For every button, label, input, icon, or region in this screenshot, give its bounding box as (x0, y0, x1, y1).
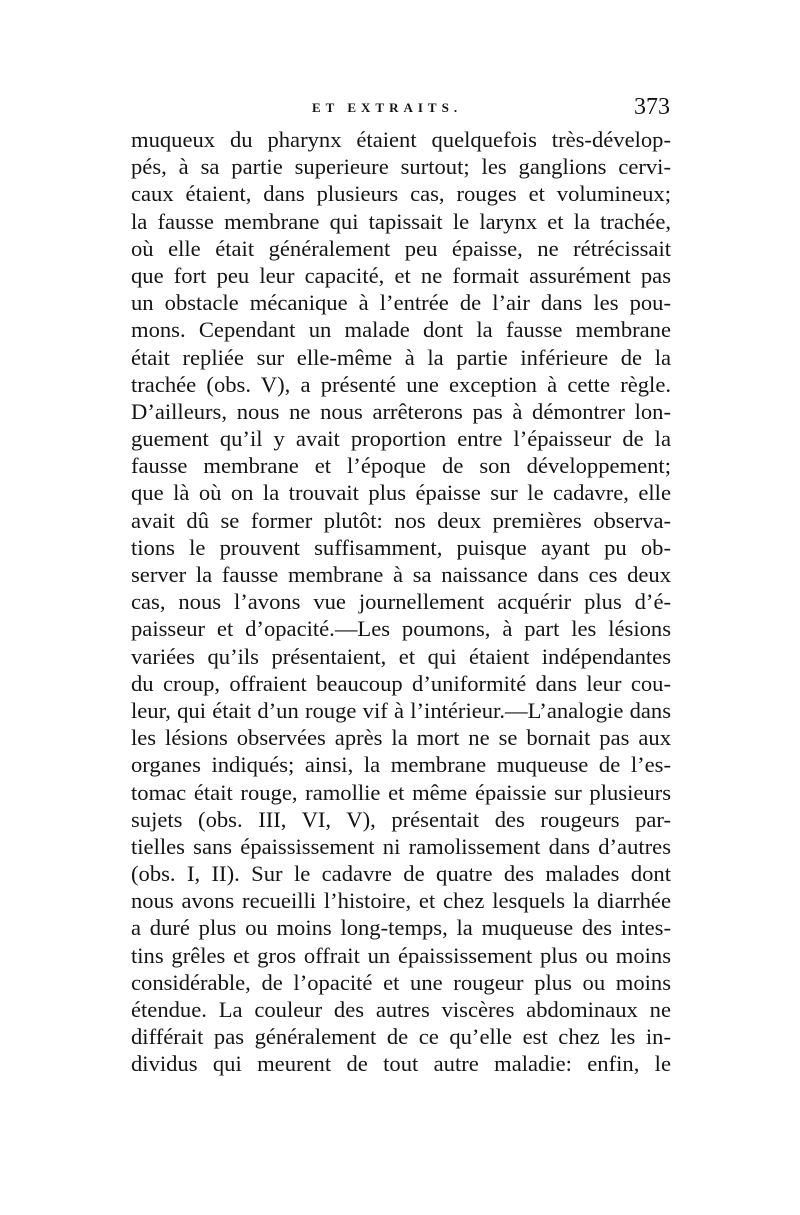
text-line: (obs. I, II). Sur le cadavre de quatre des malades dont (131, 861, 671, 887)
text-line: différait pas généralement de ce qu’elle est chez les in- (131, 1024, 671, 1050)
text-line: mons. Cependant un malade dont la fausse membrane (131, 317, 671, 343)
text-line: trachée (obs. V), a présenté une exception à cette règle. (131, 371, 671, 397)
text-line: tielles sans épaississement ni ramolissement dans d’autres (131, 833, 671, 859)
text-line: la fausse membrane qui tapissait le larynx et la trachée, (131, 208, 671, 234)
text-line: tins grêles et gros offrait un épaississement plus ou moins (131, 942, 671, 968)
text-line: que fort peu leur capacité, et ne formait assurément pas (131, 262, 671, 288)
text-line: muqueux du pharynx étaient quelquefois très-dévelop- (131, 127, 671, 152)
text-line: pés, à sa partie superieure surtout; les ganglions cervi- (131, 154, 671, 180)
text-line: que là où on la trouvait plus épaisse sur le cadavre, elle (131, 480, 671, 506)
text-line: paisseur et d’opacité.—Les poumons, à part les lésions (131, 616, 671, 642)
text-line: variées qu’ils présentaient, et qui étaient indépendantes (131, 643, 671, 669)
text-line: étendue. La couleur des autres viscères abdominaux ne (131, 997, 671, 1022)
text-line: tomac était rouge, ramollie et même épaissie sur plusieurs (131, 779, 671, 805)
running-title: ET EXTRAITS. (312, 100, 463, 115)
text-line: un obstacle mécanique à l’entrée de l’air dans les pou- (131, 290, 671, 316)
text-line: fausse membrane et l’époque de son développement; (131, 453, 671, 479)
text-line: server la fausse membrane à sa naissance dans ces deux (131, 562, 671, 587)
body-text (131, 126, 671, 1078)
text-line: du croup, offraient beaucoup d’uniformité dans leur cou- (131, 670, 671, 696)
running-head (130, 94, 670, 128)
page-number: 373 (634, 94, 670, 120)
text-line: les lésions observées après la mort ne se bornait pas aux (131, 725, 671, 751)
text-line: a duré plus ou moins long-temps, la muqueuse des intes- (131, 915, 671, 941)
text-line: cas, nous l’avons vue journellement acquérir plus d’é- (131, 589, 671, 615)
text-line: guement qu’il y avait proportion entre l’épaisseur de la (131, 426, 671, 452)
text-line: tions le prouvent suffisamment, puisque ayant pu ob- (131, 534, 671, 560)
text-line: nous avons recueilli l’histoire, et chez lesquels la diarrhée (131, 888, 671, 914)
text-line: dividus qui meurent de tout autre maladie: enfin, le (131, 1051, 671, 1077)
text-line: où elle était généralement peu épaisse, ne rétrécissait (131, 235, 671, 261)
text-line: était repliée sur elle-même à la partie inférieure de la (131, 344, 671, 370)
text-line: avait dû se former plutôt: nos deux premières observa- (131, 507, 671, 533)
text-line: D’ailleurs, nous ne nous arrêterons pas à démontrer lon- (131, 398, 671, 424)
text-line: caux étaient, dans plusieurs cas, rouges et volumineux; (131, 181, 671, 207)
text-line: leur, qui était d’un rouge vif à l’intérieur.—L’analogie dans (131, 697, 671, 723)
text-line: sujets (obs. III, VI, V), présentait des rougeurs par- (131, 806, 671, 832)
text-line: organes indiqués; ainsi, la membrane muqueuse de l’es- (131, 752, 671, 778)
text-line: considérable, de l’opacité et une rougeur plus ou moins (131, 969, 671, 995)
